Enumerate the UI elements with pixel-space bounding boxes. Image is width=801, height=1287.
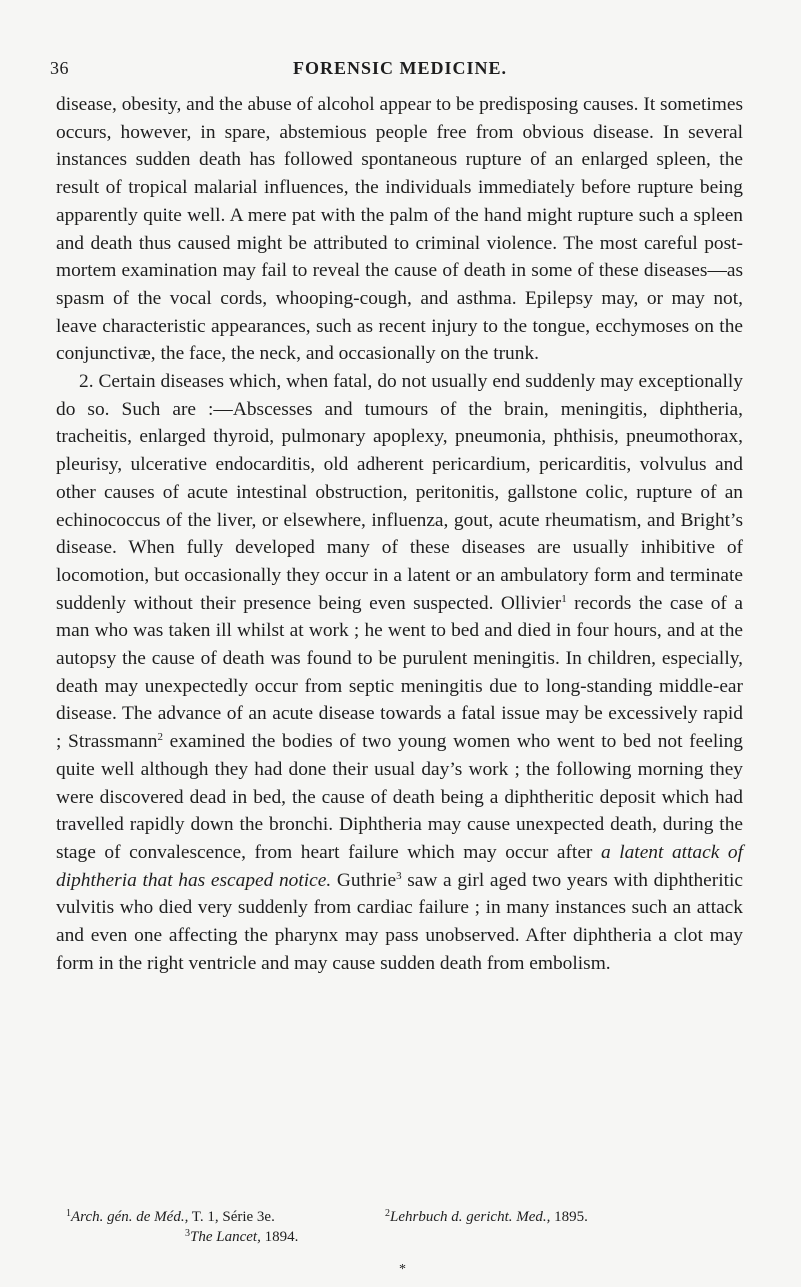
footnotes <box>56 1207 743 1247</box>
footnote-3 <box>185 1227 298 1247</box>
footnote-row <box>56 1207 743 1227</box>
footnote-1 <box>66 1207 275 1227</box>
text-run: records the case of a man who was taken ill whilst at work ; he went to bed and died in four hours, and at the autopsy the cause of death was found to be purulent meningitis. In children, especially, death may unexpectedly occur from septic meningitis due to long-standing middle-ear disease. The advance of an acute disease towards a fatal issue may be excessively rapid ; Strassmann <box>56 592 743 753</box>
paragraph-sudden-diseases <box>56 368 743 977</box>
footnote-marker: 3 <box>185 1228 190 1239</box>
text-run: 2. Certain diseases which, when fatal, do not usually end suddenly may exceptionally do so. Such are :—Abscesses and tumours of the brain, meningitis, diphtheria, tracheitis, enlarged thyroid, pulmonary apoplexy, pneumonia, phthisis, pneumothorax, pleurisy, ulcerative endocarditis, old adherent pericardium, pericarditis, volvulus and other causes of acute intestinal obstruction, peritonitis, gallstone colic, rupture of an echinococcus of the liver, or elsewhere, influenza, gout, acute rheumatism, and Bright’s disease. When fully developed many of these diseases are usually inhibitive of locomotion, but occasionally they occur in a latent or an ambulatory form and terminate suddenly without their presence being even suspected. Ollivier <box>56 371 743 614</box>
footnote-ref-2: 2 <box>157 731 163 744</box>
footnote-detail: 1895. <box>550 1209 588 1225</box>
text-run: saw a girl aged two years with diphtheritic vulvitis who died very suddenly from cardiac failure ; in many instances such an attack and even one affecting the pharynx may pass unobserved. After diphtheria a clot may form in the right ventricle and may cause sudden death from embolism. <box>56 869 743 974</box>
footnote-source: Arch. gén. de Méd., <box>71 1209 189 1225</box>
footnote-detail: 1894. <box>260 1229 299 1245</box>
footnote-ref-3: 3 <box>396 869 402 882</box>
body-text <box>56 91 743 978</box>
running-title: FORENSIC MEDICINE. <box>292 58 508 78</box>
running-header <box>50 58 750 82</box>
footnote-marker: 1 <box>66 1208 71 1219</box>
text-run: examined the bodies of two young women who went to bed not feeling quite well although they had done their usual day’s work ; the following morning they were discovered dead in bed, the cause of death being a diphtheritic deposit which had travelled rapidly down the bronchi. Diphtheria may cause unexpected death, during the stage of convalescence, from heart failure which may occur after <box>56 731 743 863</box>
italic-emphasis: a latent attack of diphtheria that has escaped notice. <box>56 841 743 891</box>
footnote-2 <box>385 1207 588 1227</box>
printer-mark: * <box>399 1262 406 1277</box>
footnote-row <box>56 1227 743 1247</box>
footnote-ref-1: 1 <box>561 592 567 605</box>
paragraph-continued: disease, obesity, and the abuse of alcohol appear to be predisposing causes. It sometimes occurs, however, in spare, abstemious people free from obvious disease. In several instances sudden death has followed spontaneous rupture of an enlarged spleen, the result of tropical malarial influences, the individuals immediately before rupture being apparently quite well. A mere pat with the palm of the hand might rupture such a spleen and death thus caused might be attributed to criminal violence. The most careful post-mortem examination may fail to reveal the cause of death in some of these diseases—as spasm of the vocal cords, whooping-cough, and asthma. Epilepsy may, or may not, leave characteristic appearances, such as recent injury to the tongue, ecchymoses on the conjunctivæ, the face, the neck, and occasionally on the trunk. <box>56 94 743 365</box>
footnote-source: The Lancet, <box>190 1229 261 1245</box>
text-run: Guthrie <box>331 869 397 891</box>
footnote-detail: T. 1, Série 3e. <box>188 1209 275 1225</box>
footnote-marker: 2 <box>385 1208 390 1219</box>
footnote-source: Lehrbuch d. gericht. Med., <box>390 1209 551 1225</box>
page-number: 36 <box>50 58 69 78</box>
